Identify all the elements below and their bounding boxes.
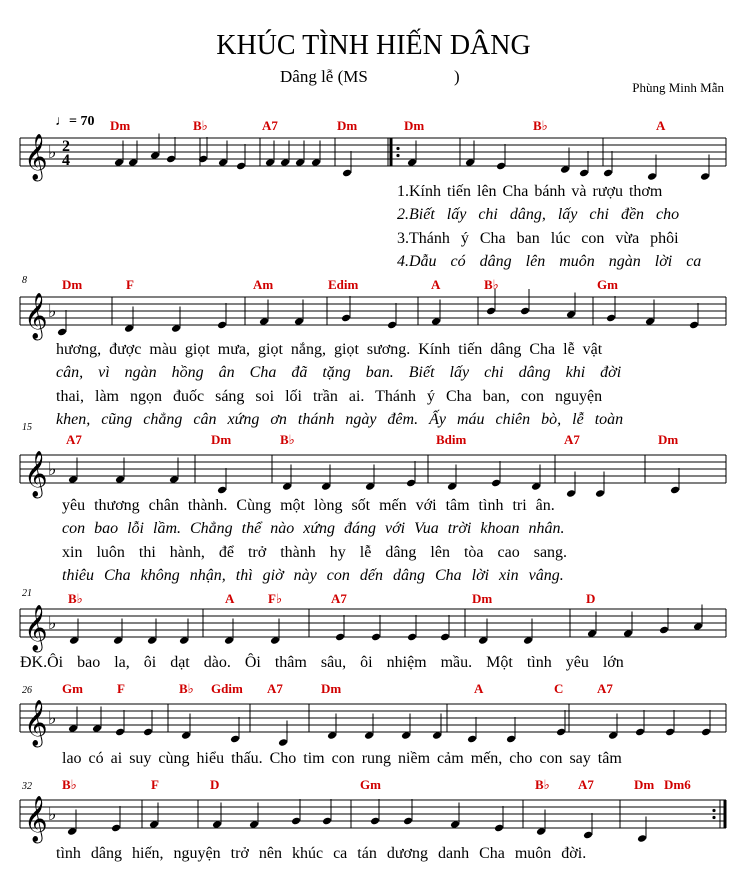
measure-number: 32: [22, 781, 32, 792]
lyric-line: hương, được màu giọt mưa, giọt nắng, giọt sương. Kính tiến dâng Cha lễ vật: [56, 341, 603, 358]
measure-number: 26: [22, 685, 32, 696]
chord-symbol: Dm: [62, 277, 83, 292]
chord-symbol: F: [126, 277, 134, 292]
chord-symbol: Dm: [337, 118, 358, 133]
chord-symbol: F: [151, 777, 159, 792]
repeat-dot: [396, 154, 399, 157]
chord-symbol: B♭: [62, 777, 77, 792]
flat-icon: ♭: [48, 804, 57, 825]
lyric-line: lao có ai suy cùng hiểu thấu. Cho tim con rung niềm cảm mến, cho con say tâm: [62, 750, 622, 767]
flat-icon: ♭: [48, 301, 57, 322]
chord-symbol: D: [210, 777, 220, 792]
chord-symbol: A7: [262, 118, 278, 133]
chord-symbol: Dm: [472, 591, 493, 606]
chord-symbol: Dm: [211, 432, 232, 447]
repeat-dot: [712, 809, 715, 812]
chord-symbol: F: [117, 681, 125, 696]
song-subtitle-close: ): [454, 67, 460, 86]
chord-symbol: Dm: [321, 681, 342, 696]
flat-icon: ♭: [48, 613, 57, 634]
chord-symbol: Bdim: [436, 432, 467, 447]
chord-symbol: B♭: [280, 432, 295, 447]
chord-symbol: B♭: [535, 777, 550, 792]
chord-symbol: Gdim: [211, 681, 243, 696]
lyric-line: xin luôn thi hành, để trở thành hy lễ dâng lên tòa cao sang.: [62, 544, 568, 561]
measure-number: 15: [22, 422, 32, 433]
treble-clef-icon: 𝄞: [24, 451, 48, 497]
lyric-line: 1.Kính tiến lên Cha bánh và rượu thơm: [397, 183, 663, 200]
lyric-line: khen, cũng chẳng cân xứng ơn thánh ngày đêm. Ấy máu chiên bò, lễ toàn: [56, 411, 624, 428]
treble-clef-icon: 𝄞: [24, 605, 48, 651]
time-signature-bottom: 4: [62, 152, 70, 169]
lyric-line: con bao lỗi lầm. Chẳng thể nào xứng đáng với Vua trời khoan nhân.: [62, 520, 565, 537]
chord-symbol: A7: [331, 591, 347, 606]
repeat-dot: [712, 816, 715, 819]
chord-symbol: C: [554, 681, 564, 696]
chord-symbol: B♭: [484, 277, 499, 292]
chord-symbol: B♭: [68, 591, 83, 606]
chord-symbol: A7: [597, 681, 613, 696]
chord-symbol: B♭: [179, 681, 194, 696]
chord-symbol: A7: [564, 432, 580, 447]
measure-number: 21: [22, 588, 32, 599]
chord-symbol: D: [586, 591, 596, 606]
chord-symbol: Am: [253, 277, 274, 292]
chord-symbol: B♭: [533, 118, 548, 133]
chord-symbol: Dm: [634, 777, 655, 792]
lyric-line: yêu thương chân thành. Cùng một lòng sốt mến với tâm tình tri ân.: [62, 497, 555, 514]
lyric-line: tình dâng hiến, nguyện trở nên khúc ca tán dương danh Cha muôn đời.: [56, 845, 587, 862]
flat-icon: ♭: [48, 708, 57, 729]
treble-clef-icon: 𝄞: [24, 700, 48, 746]
lyric-line: thai, làm ngọn đuốc sáng soi lối trần ai. Thánh ý Cha ban, con nguyện: [56, 388, 603, 405]
lyric-line: 2.Biết lấy chi dâng, lấy chi đền cho: [397, 206, 680, 223]
chord-symbol: A: [474, 681, 484, 696]
lyric-line: thiêu Cha không nhận, thì giờ này con dến dâng Cha lời xin vâng.: [62, 567, 564, 584]
chord-symbol: A7: [578, 777, 594, 792]
tempo-marking: ♩= 70: [55, 114, 95, 129]
chord-symbol: A: [225, 591, 235, 606]
flat-icon: ♭: [48, 142, 57, 163]
chord-symbol: A: [656, 118, 666, 133]
treble-clef-icon: 𝄞: [24, 796, 48, 842]
lyric-line: 4.Dẫu có dâng lên muôn ngàn lời ca: [397, 253, 702, 270]
chord-symbol: A7: [66, 432, 82, 447]
measure-number: 8: [22, 275, 27, 286]
treble-clef-icon: 𝄞: [24, 134, 48, 180]
chord-symbol: Edim: [328, 277, 359, 292]
chord-symbol: Gm: [360, 777, 381, 792]
lyric-line: ĐK.Ôi bao la, ôi dạt dào. Ôi thâm sâu, ôi nhiệm mầu. Một tình yêu lớn: [20, 654, 624, 671]
lyric-line: 3.Thánh ý Cha ban lúc con vừa phôi: [397, 230, 679, 247]
chord-symbol: B♭: [193, 118, 208, 133]
song-subtitle: Dâng lễ (MS: [280, 67, 368, 86]
chord-symbol: Dm: [404, 118, 425, 133]
composer-name: Phùng Minh Mẫn: [632, 80, 724, 95]
chord-symbol: A: [431, 277, 441, 292]
chord-symbol: Gm: [597, 277, 618, 292]
time-signature-top: 2: [62, 138, 70, 155]
lyric-line: cân, vì ngàn hồng ân Cha đã tặng ban. Biết lấy chi dâng khi đời: [56, 364, 622, 381]
chord-symbol: Gm: [62, 681, 83, 696]
chord-symbol: F♭: [268, 591, 283, 606]
chord-symbol: A7: [267, 681, 283, 696]
song-title: KHÚC TÌNH HIẾN DÂNG: [216, 30, 531, 61]
repeat-dot: [396, 147, 399, 150]
treble-clef-icon: 𝄞: [24, 293, 48, 339]
flat-icon: ♭: [48, 459, 57, 480]
chord-symbol: Dm: [658, 432, 679, 447]
chord-symbol: Dm6: [664, 777, 691, 792]
chord-symbol: Dm: [110, 118, 131, 133]
